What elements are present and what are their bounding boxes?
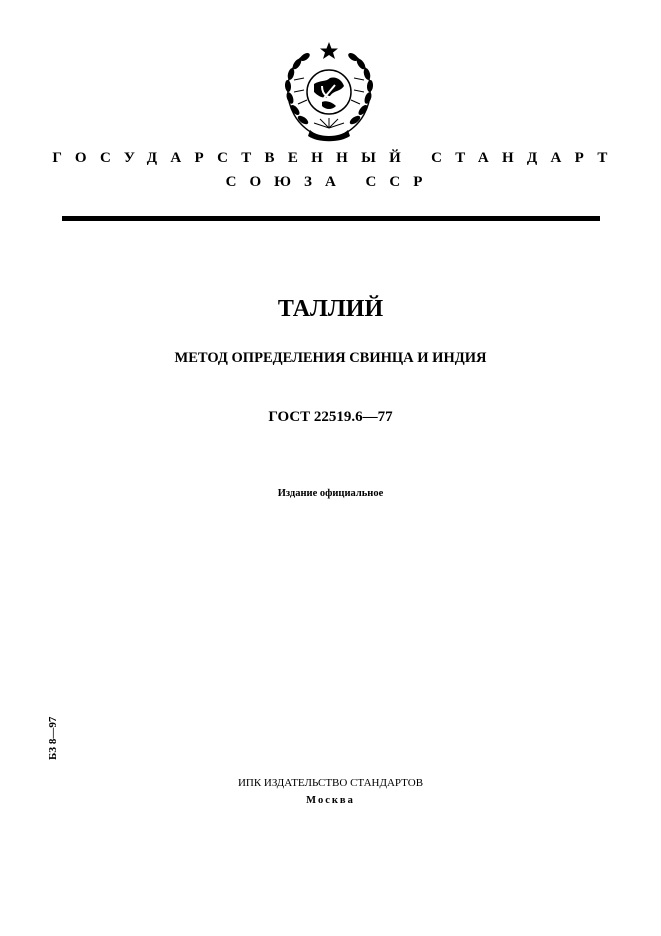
header-divider <box>62 216 600 221</box>
gost-number: ГОСТ 22519.6—77 <box>268 409 393 425</box>
publisher-city: Москва <box>306 795 355 806</box>
edition-label: Издание официальное <box>277 488 384 499</box>
header-line-1: ГОСУДАРСТВЕННЫЙ СТАНДАРТ <box>52 150 621 166</box>
side-code: БЗ 8—97 <box>47 716 59 760</box>
publisher-name: ИПК ИЗДАТЕЛЬСТВО СТАНДАРТОВ <box>237 777 424 789</box>
document-subtitle: МЕТОД ОПРЕДЕЛЕНИЯ СВИНЦА И ИНДИЯ <box>174 350 487 366</box>
header-line-2: СОЮЗА ССР <box>225 174 436 190</box>
ussr-emblem-icon <box>278 40 380 144</box>
document-title: ТАЛЛИЙ <box>277 296 384 322</box>
